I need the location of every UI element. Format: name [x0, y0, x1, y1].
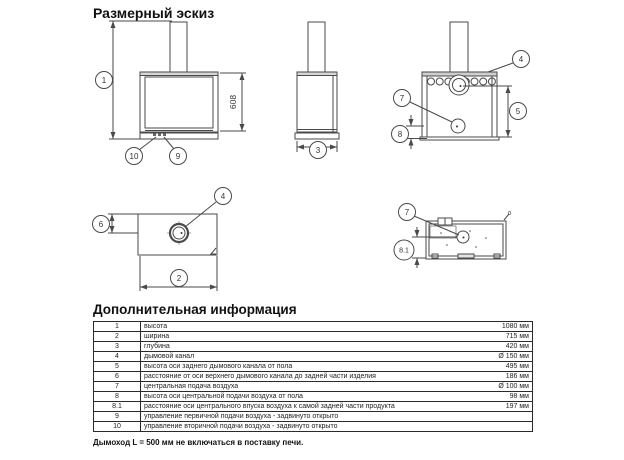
footnote: Дымоход L = 500 мм не включаться в поставку печи.: [93, 438, 304, 447]
table-row: [94, 352, 533, 362]
svg-text:6: 6: [98, 220, 104, 229]
rear-view: [392, 22, 530, 149]
sketch-title: Размерный эскиз: [93, 5, 215, 21]
svg-text:8.1: 8.1: [399, 247, 409, 255]
row-number: 3: [94, 342, 141, 352]
central-air-inlet-rear: [451, 119, 465, 133]
air-lever-primary: [153, 134, 156, 137]
svg-text:7: 7: [404, 208, 410, 217]
base-plate-front: [140, 133, 218, 139]
table-row: [94, 412, 533, 422]
row-value: Ø 100 мм: [498, 383, 529, 390]
row-label: центральная подача воздуха: [144, 383, 239, 390]
row-label: ширина: [144, 333, 170, 340]
row-number: 5: [94, 362, 141, 372]
svg-text:2: 2: [176, 274, 182, 283]
row-label: высота оси центральной подачи воздуха от пола: [144, 393, 303, 400]
svg-text:8: 8: [397, 130, 403, 139]
base-plate-side: [295, 133, 339, 139]
row-number: 4: [94, 352, 141, 362]
row-value: 495 мм: [505, 363, 529, 370]
air-lever-secondary: [158, 134, 161, 137]
table-row: [94, 382, 533, 392]
row-label: глубина: [144, 343, 170, 350]
table-row: [94, 322, 533, 332]
dim-608-label: 608: [228, 94, 238, 110]
row-label: управление вторичной подачи воздуха - задвинуто открыто: [144, 423, 338, 430]
svg-text:7: 7: [399, 94, 405, 103]
side-view: [295, 22, 339, 159]
table-row: [94, 342, 533, 352]
row-number: 1: [94, 322, 141, 332]
row-value: 715 мм: [505, 333, 529, 340]
row-number: 9: [94, 412, 141, 422]
additional-info-section: [93, 302, 534, 447]
row-label: расстояние от оси верхнего дымового канала до задней части изделия: [144, 373, 376, 380]
row-value: 197 мм: [505, 403, 529, 410]
stove-body-side: [297, 72, 337, 132]
svg-text:3: 3: [315, 146, 321, 155]
info-title: Дополнительная информация: [93, 302, 297, 317]
door-frame: [145, 77, 213, 128]
table-row: [94, 332, 533, 342]
front-view: [96, 21, 247, 165]
stove-body-front: [140, 72, 218, 132]
table-row: [94, 392, 533, 402]
svg-text:10: 10: [129, 152, 139, 161]
row-number: 2: [94, 332, 141, 342]
table-row: [94, 362, 533, 372]
row-label: расстояние оси центрального впуска воздуха к самой задней части продукта: [144, 403, 395, 410]
table-row: [94, 402, 533, 412]
row-label: управление первичной подачи воздуха - задвинуто открыто: [144, 413, 339, 420]
svg-text:1: 1: [101, 76, 107, 85]
info-table: [93, 321, 533, 432]
top-plate-front: [140, 72, 218, 76]
chimney-pipe-side: [308, 22, 325, 72]
row-number: 8: [94, 392, 141, 402]
svg-text:9: 9: [175, 152, 181, 161]
row-label: дымовой канал: [144, 353, 195, 360]
top-view: [93, 188, 232, 292]
row-number: 6: [94, 372, 141, 382]
svg-text:4: 4: [220, 192, 226, 201]
row-label: высота оси заднего дымового канала от пола: [144, 363, 293, 370]
row-value: 98 мм: [509, 393, 529, 400]
row-value: 186 мм: [505, 373, 529, 380]
svg-text:4: 4: [518, 55, 524, 64]
table-row: [94, 372, 533, 382]
svg-text:5: 5: [515, 107, 521, 116]
base-plate-rear: [420, 137, 499, 140]
row-label: высота: [144, 323, 168, 330]
chimney-pipe-front: [170, 22, 187, 72]
row-value: 1080 мм: [501, 323, 529, 330]
row-value: Ø 150 мм: [498, 353, 529, 360]
row-number: 10: [94, 422, 141, 432]
row-number: 8.1: [94, 402, 141, 412]
row-value: 420 мм: [505, 343, 529, 350]
bottom-view: [394, 204, 511, 269]
table-row: [94, 422, 533, 432]
row-number: 7: [94, 382, 141, 392]
chimney-pipe-rear: [450, 22, 468, 72]
